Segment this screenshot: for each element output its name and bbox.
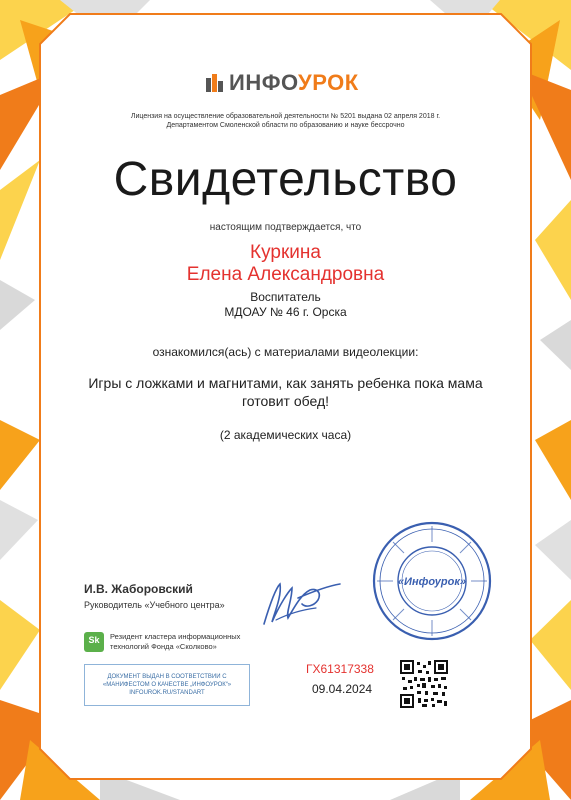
manifest-line-2: «МАНИФЕСТОМ О КАЧЕСТВЕ „ИНФОУРОК“» [102,682,232,688]
signature-image [258,574,344,630]
issue-date: 09.04.2024 [312,682,373,696]
lecture-title: Игры с ложками и магнитами, как занять ребенка пока мама готовит обед! [88,375,483,409]
stamp-center-text: «Инфоурок» [397,576,467,588]
document-id: ГХ61317338 [306,662,374,676]
signer-role: Руководитель «Учебного центра» [84,600,225,610]
recipient-surname: Куркина [250,242,321,263]
certificate-title: Свидетельство [113,153,458,206]
manifest-line-3: INFOUROK.RU/STANDART [129,690,205,696]
manifest-box [84,664,250,706]
license-text [0,112,571,130]
recipient-organization: МДОАУ № 46 г. Орска [224,305,347,319]
signer-name: И.В. Жаборовский [84,582,193,596]
infourok-logo [205,68,370,98]
official-stamp [371,520,493,642]
logo-text: ИНФОУРОК [229,70,359,95]
license-line-1: Лицензия на осуществление образовательной деятельности № 5201 выдана 02 апреля 2018 г. [130,113,441,120]
academic-hours: (2 академических часа) [219,428,352,442]
confirm-text: настоящим подтверждается, что [209,222,362,233]
skolkovo-text: Резидент кластера информационных технологий Фонда «Сколково» [110,632,241,651]
license-line-2: Департаментом Смоленской области по образованию и науке бессрочно [166,122,405,129]
qr-code [400,660,448,708]
recipient-given-name: Елена Александровна [186,264,385,285]
skolkovo-icon: Sk [84,632,104,652]
recipient-role: Воспитатель [250,290,321,304]
manifest-line-1: ДОКУМЕНТ ВЫДАН В СООТВЕТСТВИИ С [107,674,227,680]
logo-icon [205,73,225,93]
recipient-position [0,290,571,320]
familiar-text: ознакомился(ась) с материалами видеолекции: [152,345,419,359]
